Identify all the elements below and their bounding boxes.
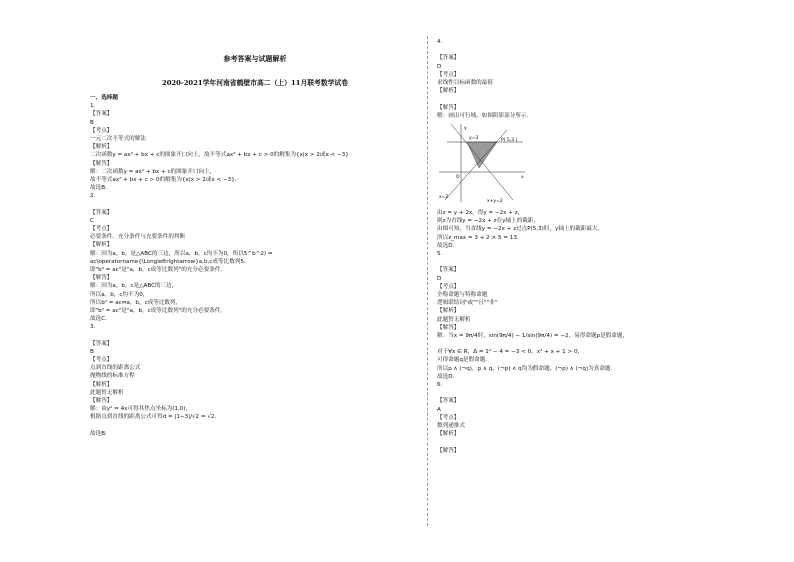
document-title: 参考答案与试题解析 xyxy=(223,54,287,63)
text-line: 由图可知，当直线y = −2x + z过点P(5,3)时，y轴上的截距最大， xyxy=(437,226,604,233)
text-line: 故选D. xyxy=(437,373,455,380)
text-line: B xyxy=(90,348,94,355)
text-line: 【解答】 xyxy=(90,397,113,404)
text-line: 【解析】 xyxy=(90,381,113,388)
text-line xyxy=(437,438,628,446)
text-line: 4. xyxy=(437,39,443,45)
text-line: 解：因为a，b，是△ABC的三边，所以a，b，c均不为0，所以5^b^2) = xyxy=(90,250,273,257)
exam-title: 2020-2021学年河南省鹤壁市高二（上）11月联考数学试卷 xyxy=(161,79,349,87)
text-line: B xyxy=(90,119,94,126)
text-line: 点到直线的距离公式 xyxy=(90,365,141,372)
text-line xyxy=(90,331,349,339)
text-line: 6. xyxy=(437,382,443,389)
text-line xyxy=(90,200,349,208)
text-line: ac\operatorname{\Longleftrightarrow}a,b,c成等比数列5， xyxy=(90,258,250,265)
text-line: 【答案】 xyxy=(90,340,113,347)
text-line: 【解答】 xyxy=(90,275,113,282)
text-line: 【解析】 xyxy=(437,431,460,438)
text-line: 【考点】 xyxy=(90,357,113,363)
text-line: 5. xyxy=(437,251,443,258)
left-text-lines xyxy=(90,102,349,438)
text-line xyxy=(437,340,628,348)
text-line: 解：当x = 9π/4时，sin(9π/4) − 1/sin(9π/4) = −2，易得命题p是假命题， xyxy=(437,332,629,339)
left-content xyxy=(90,94,349,438)
text-line: 此题暂无解析 xyxy=(437,316,471,323)
right-bottom-text-lines xyxy=(437,209,628,455)
text-line: 【答案】 xyxy=(437,267,460,274)
text-line: 解：二次函数y = ax² + bx + c的图象开口向上， xyxy=(90,168,216,175)
text-line xyxy=(437,258,628,266)
text-line: 必要条件、充分条件与充要条件的判断 xyxy=(90,234,186,241)
text-line: 【解答】 xyxy=(90,160,113,167)
text-line: 故选B. xyxy=(90,430,107,437)
text-line: 故选B. xyxy=(90,185,107,192)
text-line: 抛物线的标准方程 xyxy=(90,373,135,380)
text-line: 根据点到直线的距离公式可得d = |1−3|/√2 = √2. xyxy=(90,414,217,421)
text-line: 由z = y + 2x，得y = −2x + z， xyxy=(437,210,524,217)
text-line: 【答案】 xyxy=(437,398,460,405)
text-line: C xyxy=(90,217,94,224)
label-y3: y=3 xyxy=(469,135,479,141)
text-line: 所以a，b，c均不为0， xyxy=(90,291,149,298)
text-line: 求线性目标函数的最值 xyxy=(437,79,493,86)
text-line: 【解析】 xyxy=(437,308,460,315)
text-line: 【考点】 xyxy=(90,226,113,232)
text-line: 所以p ∧ (¬q)，p ∧ q，(¬p) ∧ q均为假命题，(¬p) ∧ (¬q)为真命题. xyxy=(437,365,613,372)
text-line: 即"b² = ac"是"a，b，c成等比数列"的充分必要条件。 xyxy=(90,266,226,273)
text-line: 【答案】 xyxy=(90,111,113,118)
text-line: 解：由y² = 4x可得其焦点坐标为(1,0)， xyxy=(90,406,192,413)
text-line: 【答案】 xyxy=(90,209,113,216)
text-line: D xyxy=(437,275,442,282)
text-line: 解：画出可行域，如图阴影部分所示. xyxy=(437,112,529,119)
text-line: 【解答】 xyxy=(437,104,460,111)
text-line xyxy=(90,422,349,430)
text-line: 2. xyxy=(90,193,96,200)
text-line: A xyxy=(437,406,441,413)
text-line: 【答案】 xyxy=(437,55,460,62)
text-line: 【考点】 xyxy=(437,71,460,78)
right-top-text-lines xyxy=(437,38,628,120)
text-line: 数列递推式 xyxy=(437,422,465,429)
text-line: 【考点】 xyxy=(90,127,113,134)
text-line: 则z为直线y = −2x + z在y轴上的截距， xyxy=(437,218,540,225)
text-line: 故选D. xyxy=(437,242,455,249)
text-line: 【解析】 xyxy=(90,144,113,151)
line-x-minus-y xyxy=(451,124,513,200)
text-line: 一元二次不等式的解法 xyxy=(90,135,146,142)
text-line: 可得命题q是假命题. xyxy=(437,357,488,364)
text-line: 【解答】 xyxy=(437,324,460,331)
text-line: 所以b² = ac⇔a，b，c成等比数列， xyxy=(90,299,182,306)
label-point-p: P( 5,3 ) xyxy=(501,137,518,143)
text-line: 即"b² = ac"是"a，b，c成等比数列"的充分必要条件。 xyxy=(90,307,226,314)
column-divider xyxy=(427,36,428,526)
text-line: 对于∀x ∈ R，Δ = 1² − 4 = −3 < 0，x² + x + 1 > 0， xyxy=(437,349,584,356)
text-line: 【考点】 xyxy=(437,414,460,421)
text-line xyxy=(437,389,628,397)
label-x-axis: x xyxy=(521,174,524,180)
text-line: 逻辑联结词"或""且""非" xyxy=(437,300,498,307)
feasible-region-graph xyxy=(437,122,527,204)
text-line: 全称命题与特称命题 xyxy=(437,291,488,298)
text-line: 故选C. xyxy=(90,316,107,323)
label-origin: O xyxy=(456,174,460,180)
label-y-axis: y xyxy=(464,125,467,131)
shaded-region xyxy=(467,142,497,168)
text-line: 所以z_max = 3 + 2 × 5 = 13. xyxy=(437,234,519,241)
label-x2: x=2 xyxy=(439,194,449,200)
text-line: 解：因为a，b，c是△ABC的三边， xyxy=(90,283,178,290)
text-line: 【解答】 xyxy=(437,447,460,454)
text-line: 【解析】 xyxy=(437,88,460,95)
text-line: 3. xyxy=(90,324,96,331)
text-line: D xyxy=(437,63,442,70)
right-content xyxy=(437,38,628,455)
text-line: 此题暂无解析 xyxy=(90,389,124,396)
text-line: 【解析】 xyxy=(90,242,113,249)
text-line: 二次函数y = ax² + bx + c的图象开口向上，故不等式ax² + bx + c > 0的解集为{x|x > 2或x < −3} xyxy=(90,152,349,159)
text-line: 故不等式ax² + bx + c > 0的解集为{x|x > 2或x < −3}. xyxy=(90,176,237,183)
text-line xyxy=(437,46,628,54)
section-heading: 一、选择题 xyxy=(90,95,118,101)
text-line: 【考点】 xyxy=(437,283,460,290)
text-line xyxy=(437,95,628,103)
text-line: 1. xyxy=(90,103,96,110)
label-xy2: x+y=2 xyxy=(487,198,503,204)
